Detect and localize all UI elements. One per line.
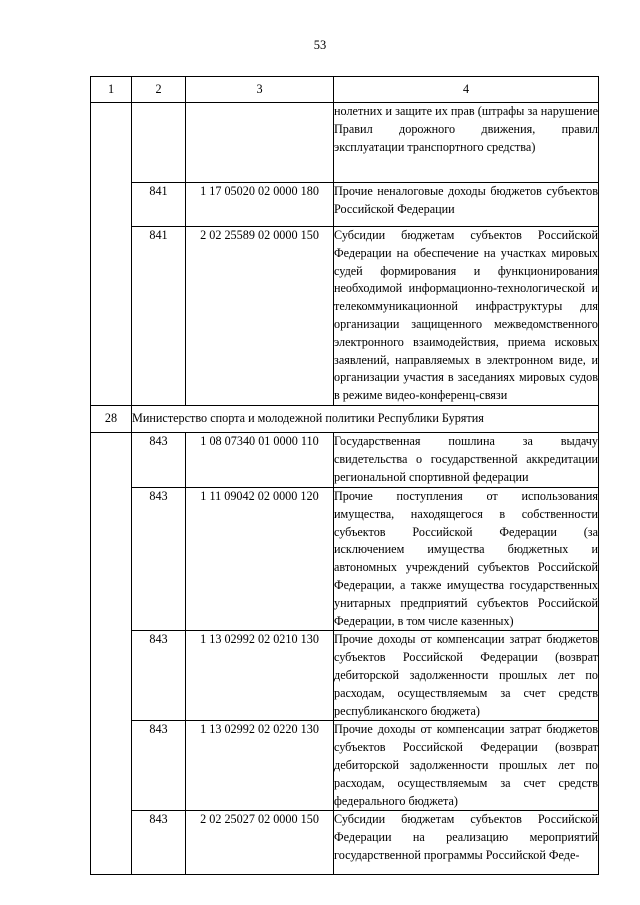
revenue-code-cell: 1 08 07340 01 0000 110 bbox=[186, 432, 334, 487]
ministry-row bbox=[91, 405, 599, 432]
table-header-row bbox=[91, 77, 599, 103]
table-row bbox=[91, 811, 599, 875]
table-row bbox=[91, 227, 599, 406]
table-row bbox=[91, 631, 599, 721]
revenue-code-cell: 2 02 25589 02 0000 150 bbox=[186, 227, 334, 406]
ministry-number-cell bbox=[91, 103, 132, 406]
revenue-code-cell: 1 13 02992 02 0220 130 bbox=[186, 721, 334, 811]
admin-code-cell: 843 bbox=[132, 721, 186, 811]
revenue-description-cell: Субсидии бюджетам субъектов Российской Федерации на реализацию мероприятий государственной программы Российской Феде- bbox=[334, 811, 599, 875]
revenue-description-cell: нолетних и защите их прав (штрафы за нарушение Правил дорожного движения, правил эксплуатации транспортного средства) bbox=[334, 103, 599, 183]
table-row bbox=[91, 432, 599, 487]
page-number: 53 bbox=[313, 38, 327, 52]
revenue-code-cell: 1 11 09042 02 0000 120 bbox=[186, 487, 334, 630]
admin-code-cell: 843 bbox=[132, 487, 186, 630]
revenue-code-cell: 1 13 02992 02 0210 130 bbox=[186, 631, 334, 721]
admin-code-cell bbox=[132, 103, 186, 183]
ministry-number: 28 bbox=[91, 405, 132, 432]
revenue-description-cell: Прочие доходы от компенсации затрат бюджетов субъектов Российской Федерации (возврат дебиторской задолженности прошлых лет по расходам, осуществляемым за счет средств федерального бюджета) bbox=[334, 721, 599, 811]
revenue-description-cell: Субсидии бюджетам субъектов Российской Федерации на обеспечение на участках мировых судей формирования и функционирования необходимой информационно-технологической и телекоммуникационной инфраструктуры для организации защищенного межведомственного электронного взаимодействия, приема исковых заявлений, направляемых в электронном виде, и организации участия в заседаниях мировых судов в режиме видео-конференц-связи bbox=[334, 227, 599, 406]
admin-code-cell: 843 bbox=[132, 811, 186, 875]
admin-code-cell: 841 bbox=[132, 183, 186, 227]
revenue-code-cell bbox=[186, 103, 334, 183]
header-col-4: 4 bbox=[334, 77, 599, 103]
revenue-code-cell: 1 17 05020 02 0000 180 bbox=[186, 183, 334, 227]
header-col-2: 2 bbox=[132, 77, 186, 103]
table-row bbox=[91, 721, 599, 811]
revenue-description-cell: Прочие поступления от использования имущества, находящегося в собственности субъектов Российской Федерации (за исключением имущества бюджетных и автономных учреждений субъектов Российской Федерации, а также имущества государственных унитарных предприятий субъектов Российской Федерации, в том числе казенных) bbox=[334, 487, 599, 630]
admin-code-cell: 841 bbox=[132, 227, 186, 406]
admin-code-cell: 843 bbox=[132, 432, 186, 487]
revenue-description-cell: Прочие неналоговые доходы бюджетов субъектов Российской Федерации bbox=[334, 183, 599, 227]
revenue-description-cell: Прочие доходы от компенсации затрат бюджетов субъектов Российской Федерации (возврат дебиторской задолженности прошлых лет по расходам, осуществляемым за счет средств республиканского бюджета) bbox=[334, 631, 599, 721]
admin-code-cell: 843 bbox=[132, 631, 186, 721]
table-row bbox=[91, 487, 599, 630]
header-col-1: 1 bbox=[91, 77, 132, 103]
table-row bbox=[91, 103, 599, 183]
ministry-number-cell bbox=[91, 432, 132, 874]
ministry-name: Министерство спорта и молодежной политики Республики Бурятия bbox=[132, 405, 599, 432]
header-col-3: 3 bbox=[186, 77, 334, 103]
table-row bbox=[91, 183, 599, 227]
revenue-description-cell: Государственная пошлина за выдачу свидетельства о государственной аккредитации региональной спортивной федерации bbox=[334, 432, 599, 487]
revenue-codes-table bbox=[90, 76, 599, 875]
revenue-code-cell: 2 02 25027 02 0000 150 bbox=[186, 811, 334, 875]
